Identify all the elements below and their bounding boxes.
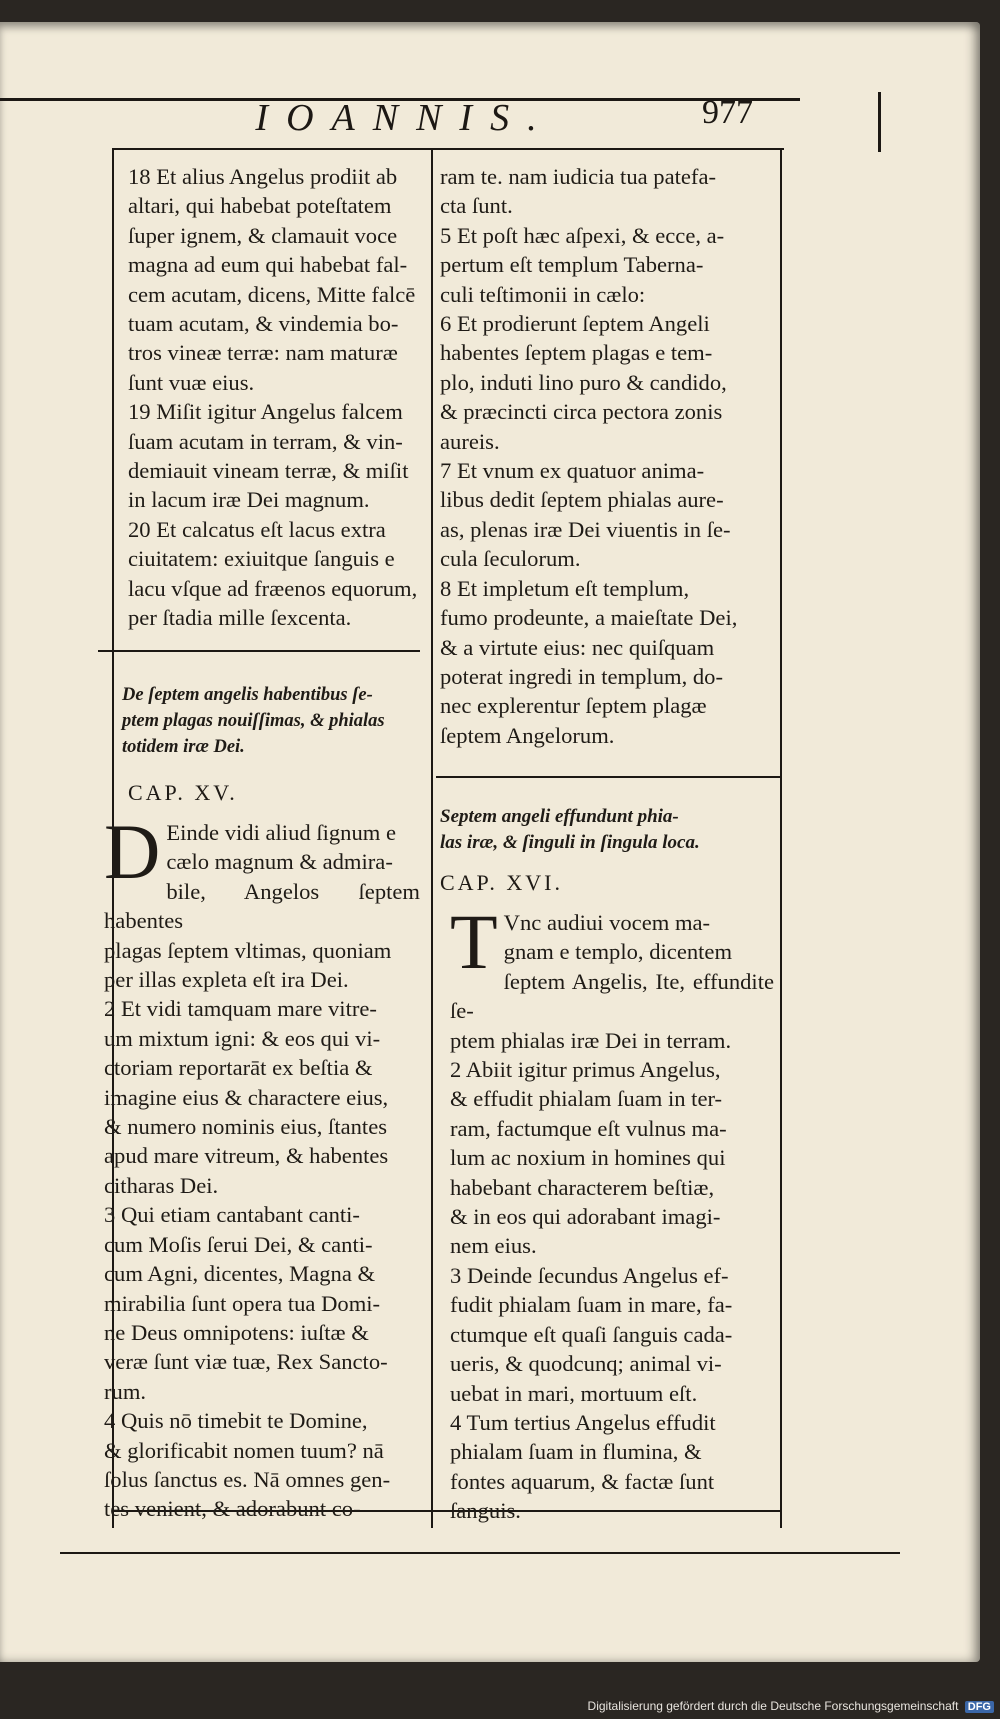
- left-chapter-text: [104, 808, 420, 1524]
- text-line: ſeptem Angelorum.: [440, 722, 615, 748]
- summary-line: totidem iræ Dei.: [122, 737, 245, 757]
- text-line: lacu vſque ad fræenos equorum,: [128, 575, 418, 601]
- summary-line: las iræ, & ſinguli in ſingula loca.: [440, 832, 700, 853]
- book-page: [0, 22, 980, 1662]
- text-line: plo, induti lino puro & candido,: [440, 369, 727, 395]
- text-line: nec explerentur ſeptem plagæ: [440, 693, 707, 719]
- summary-line: ptem plagas nouiſſimas, & phialas: [122, 711, 385, 731]
- drop-capital: D: [104, 808, 161, 895]
- text-line: ſeptem Angelis, Ite, effundite ſe-: [450, 968, 774, 1024]
- text-line: apud mare vitreum, & habentes: [104, 1143, 389, 1169]
- text-line: ſuam acutam in terram, & vin-: [128, 428, 403, 454]
- text-line: gnam e templo, dicentem: [503, 939, 733, 965]
- right-summary: [440, 804, 774, 856]
- text-line: & in eos qui adorabant imagi-: [450, 1204, 721, 1230]
- text-line: 18 Et alius Angelus prodiit ab: [128, 164, 398, 189]
- text-line: as, plenas iræ Dei viuentis in ſe-: [440, 516, 731, 542]
- text-line: 19 Miſit igitur Angelus falcem: [128, 399, 403, 425]
- text-line: tuam acutam, & vindemia bo-: [128, 311, 399, 337]
- text-line: habebant characterem beſtiæ,: [450, 1174, 715, 1200]
- text-line: 5 Et poſt hæc aſpexi, & ecce, a-: [440, 222, 725, 248]
- right-frame-rule: [780, 148, 782, 1528]
- text-line: citharas Dei.: [104, 1172, 219, 1198]
- text-line: habentes ſeptem plagas e tem-: [440, 340, 713, 366]
- text-line: demiauit vineam terræ, & miſit: [128, 458, 409, 484]
- text-line: Vnc audiui vocem ma-: [503, 910, 711, 935]
- text-line: 7 Et vnum ex quatuor anima-: [440, 458, 705, 484]
- text-line: 2 Abiit igitur primus Angelus,: [450, 1057, 721, 1083]
- text-line: uebat in mari, mortuum eſt.: [450, 1380, 698, 1406]
- chapter-heading: CAP. XVI.: [440, 870, 563, 895]
- text-line: 6 Et prodierunt ſeptem Angeli: [440, 311, 710, 337]
- left-section-rule: [98, 650, 420, 652]
- text-line: tes venient, & adorabunt co-: [104, 1496, 361, 1522]
- text-line: ſanguis.: [450, 1498, 521, 1524]
- bottom-outer-rule: [60, 1552, 900, 1554]
- text-line: lum ac noxium in homines qui: [450, 1145, 726, 1171]
- text-line: 2 Et vidi tamquam mare vitre-: [104, 996, 377, 1022]
- right-margin-rule: [878, 92, 881, 152]
- text-line: um mixtum igni: & eos qui vi-: [104, 1025, 381, 1051]
- right-column: [440, 162, 774, 750]
- text-line: cem acutam, dicens, Mitte falcē: [128, 281, 416, 307]
- text-line: ſolus ſanctus es. Nā omnes gen-: [104, 1466, 391, 1492]
- text-line: 3 Deinde ſecundus Angelus ef-: [450, 1262, 729, 1288]
- text-line: fontes aquarum, & factæ ſunt: [450, 1468, 715, 1494]
- left-verses-top: [128, 162, 420, 633]
- text-line: ſuper ignem, & clamauit voce: [128, 222, 398, 248]
- text-line: & præcincti circa pectora zonis: [440, 399, 723, 425]
- text-line: cum Moſis ſerui Dei, & canti-: [104, 1231, 373, 1257]
- text-line: cum Agni, dicentes, Magna &: [104, 1261, 376, 1287]
- text-line: ueris, & quodcunq; animal vi-: [450, 1351, 722, 1377]
- page-number: 977: [702, 94, 753, 131]
- text-line: & a virtute eius: nec quiſquam: [440, 634, 715, 660]
- left-chapter-heading-wrap: [128, 778, 420, 807]
- summary-line: De ſeptem angelis habentibus ſe-: [122, 685, 373, 705]
- right-chapter-heading-wrap: [440, 868, 774, 897]
- text-line: mirabilia ſunt opera tua Domi-: [104, 1290, 381, 1316]
- text-line: 3 Qui etiam cantabant canti-: [104, 1202, 360, 1228]
- drop-capital: T: [450, 898, 498, 985]
- text-line: cta ſunt.: [440, 193, 513, 219]
- text-line: Einde vidi aliud ſignum e: [166, 820, 397, 845]
- text-line: nem eius.: [450, 1233, 537, 1259]
- text-line: 4 Tum tertius Angelus effudit: [450, 1409, 716, 1435]
- text-line: fudit phialam ſuam in mare, fa-: [450, 1292, 733, 1318]
- text-line: 4 Quis nō timebit te Domine,: [104, 1408, 368, 1434]
- chapter-heading: CAP. XV.: [128, 780, 238, 805]
- text-line: ſunt vuæ eius.: [128, 369, 255, 395]
- text-line: aureis.: [440, 428, 500, 454]
- text-line: in lacum iræ Dei magnum.: [128, 487, 370, 513]
- text-line: imagine eius & charactere eius,: [104, 1084, 389, 1110]
- text-line: ctumque eſt quaſi ſanguis cada-: [450, 1321, 733, 1347]
- text-line: cula ſeculorum.: [440, 546, 581, 572]
- text-line: culi teſtimonii in cælo:: [440, 281, 646, 307]
- text-line: phialam ſuam in flumina, &: [450, 1439, 702, 1465]
- left-summary: [100, 682, 418, 760]
- text-line: pertum eſt templum Taberna-: [440, 252, 704, 278]
- text-line: plagas ſeptem vltimas, quoniam: [104, 937, 392, 963]
- text-line: veræ ſunt viæ tuæ, Rex Sancto-: [104, 1349, 388, 1375]
- text-line: tros vineæ terræ: nam maturæ: [128, 340, 398, 366]
- right-section-rule: [436, 776, 782, 778]
- text-line: poterat ingredi in templum, do-: [440, 663, 723, 689]
- left-column: [128, 162, 420, 633]
- text-line: altari, qui habebat poteſtatem: [128, 193, 392, 219]
- summary-line: Septem angeli effundunt phia-: [440, 806, 679, 827]
- text-line: cælo magnum & admira-: [166, 849, 393, 875]
- digitization-credit: [588, 1699, 994, 1713]
- text-line: libus dedit ſeptem phialas aure-: [440, 487, 724, 513]
- right-chapter-text: [450, 898, 774, 1526]
- text-line: magna ad eum qui habebat fal-: [128, 252, 408, 278]
- text-line: per ſtadia mille ſexcenta.: [128, 605, 352, 631]
- text-line: 20 Et calcatus eſt lacus extra: [128, 516, 386, 542]
- text-line: bile, Angelos ſeptem habentes: [104, 878, 420, 934]
- text-line: ne Deus omnipotens: iuſtæ &: [104, 1319, 369, 1345]
- text-line: 8 Et impletum eſt templum,: [440, 575, 690, 601]
- text-line: ram, factumque eſt vulnus ma-: [450, 1115, 727, 1141]
- text-line: ctoriam reportarāt ex beſtia &: [104, 1055, 373, 1081]
- text-line: rum.: [104, 1378, 147, 1404]
- running-title: IOANNIS.: [255, 97, 555, 139]
- text-line: per illas expleta eſt ira Dei.: [104, 967, 349, 993]
- column-divider: [431, 148, 433, 1528]
- dfg-logo: DFG: [965, 1701, 994, 1713]
- text-line: ciuitatem: exiuitque ſanguis e: [128, 546, 395, 572]
- text-line: ptem phialas iræ Dei in terram.: [450, 1027, 732, 1053]
- text-line: ram te. nam iudicia tua patefa-: [440, 164, 717, 189]
- text-line: & effudit phialam ſuam in ter-: [450, 1086, 723, 1112]
- credit-text: Digitalisierung gefördert durch die Deutsche Forschungsgemeinschaft: [587, 1699, 959, 1713]
- text-line: fumo prodeunte, a maieſtate Dei,: [440, 605, 738, 631]
- text-line: & glorificabit nomen tuum? nā: [104, 1437, 384, 1463]
- top-rule: [112, 148, 784, 150]
- text-line: & numero nominis eius, ſtantes: [104, 1114, 388, 1140]
